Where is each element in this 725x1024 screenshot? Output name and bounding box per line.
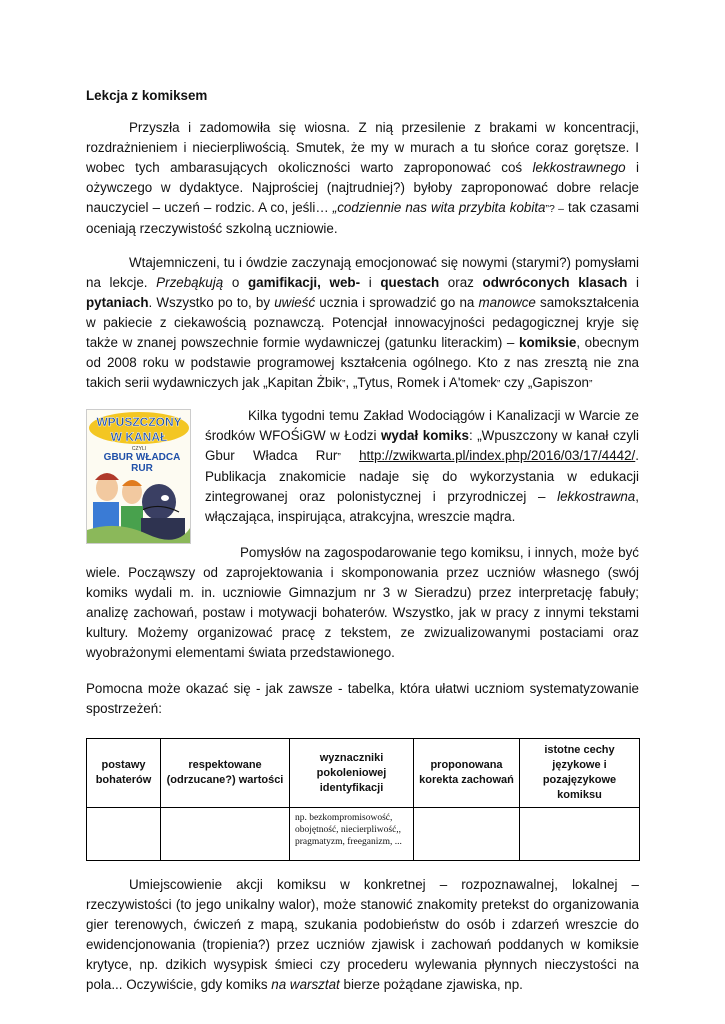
document-page [86, 86, 639, 995]
table-cell: np. bezkompromisowość, obojętność, niecierpliwość,, pragmatyzm, freeganizm, ... [290, 808, 414, 861]
table-cell [87, 808, 161, 861]
text-run: gamifikacji, web- [247, 275, 361, 290]
text-run: manowce [478, 295, 536, 310]
text-run: tak czasami oceniają rzeczywistość szkolną uczniowie. [86, 200, 640, 236]
paragraph-comic [205, 406, 639, 527]
comic-title-line2: W KANAŁ [110, 430, 168, 444]
comic-section [86, 406, 639, 663]
text-run: i ożywczego w dydaktyce. Najprościej (najtrudniej?) byłoby zaproponować dobre relacje nauczyciel – uczeń – rodzic. A co, jeśli… [86, 160, 639, 215]
text-run: . Publikacja znakomicie nadaje się do wykorzystania w edukacji zintegrowanej oraz polonistycznej i przyrodniczej – [205, 448, 639, 504]
comic-subtitle2: RUR [131, 463, 153, 474]
text-run: pytaniach [86, 295, 149, 310]
text-run: Przebąkują [156, 275, 224, 290]
comic-cover-illustration [87, 410, 190, 543]
table-header-row [87, 739, 640, 808]
table-header-cell: wyznaczniki pokoleniowej identyfikacji [290, 739, 414, 808]
text-run: uwieść [274, 295, 316, 310]
paragraph-innovations [86, 253, 639, 394]
table-cell [414, 808, 520, 861]
text-run: „codziennie nas wita przybita kobita [332, 200, 546, 215]
paragraph-location [86, 875, 639, 995]
text-run: komiksie [519, 335, 577, 350]
text-run: samokształcenia w pakiecie z ciekawością poznawczą. Potencjał innowacyjności pedagogicznej kryje się także w znanej powszechnie formie wydawniczej (gatunku literackim) – [86, 295, 639, 350]
text-run: oraz [439, 275, 483, 290]
table-header-cell: proponowana korekta zachowań [414, 739, 520, 808]
comic-title-line1: WPUSZCZONY [96, 415, 182, 429]
text-run: i [627, 275, 639, 290]
text-run: ” [337, 451, 341, 463]
text-run: Kilka tygodni temu Zakład Wodociągów i Kanalizacji w Warcie ze środków WFOŚiGW w Łodzi [205, 408, 639, 443]
comic-description [205, 406, 639, 527]
text-run: ucznia i sprowadzić go na [315, 295, 479, 310]
text-run: bierze pożądane zjawiska, np. [339, 977, 523, 992]
comic-link[interactable]: http://zwikwarta.pl/index.php/2016/03/17/4442/ [359, 448, 636, 463]
table-header-cell: respektowane (odrzucane?) wartości [161, 739, 290, 808]
document-title: Lekcja z komiksem [86, 88, 208, 103]
text-run: o [223, 275, 248, 290]
text-run: , „Tytus, Romek i A'tomek [345, 375, 497, 390]
table-cell [520, 808, 640, 861]
text-run: Przyszła i zadomowiła się wiosna. Z nią przesilenie z brakami w koncentracji, rozdrażnieniem i niecierpliwością. Smutek, że my w murach a tu słońce coraz gorętsze. I wobec tych ambarasujących okoliczności warto zaproponować coś [86, 120, 639, 175]
comic-subtitle1: GBUR WŁADCA [103, 452, 181, 463]
text-run: wydał komiks [381, 428, 469, 443]
text-run: : „Wpuszczony w kanał czyli Gbur Władca Rur [205, 428, 639, 463]
text-run: lekkostrawna [557, 489, 636, 504]
text-run: czy „Gapiszon [500, 375, 589, 390]
text-run: , obecnym od 2008 roku w podstawie programowej kształcenia ogólnego. Kto z nas zresztą nie zna takich serii wydawniczych jak „Kapitan Żbik [86, 335, 639, 390]
paragraph-table-intro: Pomocna może okazać się - jak zawsze - tabelka, która ułatwi uczniom systematyzowanie spostrzeżeń: [86, 681, 639, 716]
text-run: ”? – [545, 203, 564, 215]
text-run: ” [342, 378, 346, 390]
text-run: odwróconych klasach [482, 275, 628, 290]
table-header-cell: postawy bohaterów [87, 739, 161, 808]
table-header-cell: istotne cechy językowe i pozajęzykowe komiksu [520, 739, 640, 808]
text-run: lekkostrawnego [532, 160, 626, 175]
text-run: questach [380, 275, 440, 290]
table-cell [161, 808, 290, 861]
text-run: Pomysłów na zagospodarowanie tego komiksu, i innych, może być wiele. Począwszy od zaprojektowania i skomponowania przez uczniów własnego (swój komiks wydali m. in. uczniowie Gimnazjum nr 3 w Sieradzu) przez interpretację fabuły; analizę zachowań, postaw i motywacji bohaterów. Wszystko, jak w pracy z innymi tekstami kultury. Możemy organizować pracę z tekstem, ze zwizualizowanymi postaciami oraz wyobrażonymi elementami świata przedstawionego. [86, 545, 639, 660]
text-run: i [360, 275, 381, 290]
text-run: ” [496, 378, 501, 390]
observation-table [86, 738, 640, 861]
comic-small-text: CZYLI [131, 446, 147, 452]
text-run: Wtajemniczeni, tu i ówdzie zaczynają emocjonować się nowymi (starymi?) pomysłami na lekcje. [86, 255, 639, 290]
text-run: na warsztat [271, 977, 340, 992]
text-run: Umiejscowienie akcji komiksu w konkretnej – rozpoznawalnej, lokalnej – rzeczywistości (to jego unikalny walor), może stanowić znakomity pretekst do organizowania gier terenowych, ćwiczeń z mapą, szukania podobieństw do osób i zdarzeń wreszcie do ewidencjonowania (tropienia?) przez uczniów zjawisk i zachowań poddanych w komiksie krytyce, np. dzikich wysypisk śmieci czy procederu wylewania płynnych nieczystości na pola... Oczywiście, gdy komiks [86, 877, 639, 992]
comic-cover-image [86, 409, 191, 544]
text-run: , włączająca, inspirująca, atrakcyjna, wreszcie mądra. [205, 489, 639, 524]
paragraph-intro [86, 118, 639, 239]
text-run: ” [588, 378, 593, 390]
table-row [87, 808, 640, 861]
text-run: . Wszystko po to, by [148, 295, 275, 310]
paragraph-ideas [86, 543, 639, 663]
